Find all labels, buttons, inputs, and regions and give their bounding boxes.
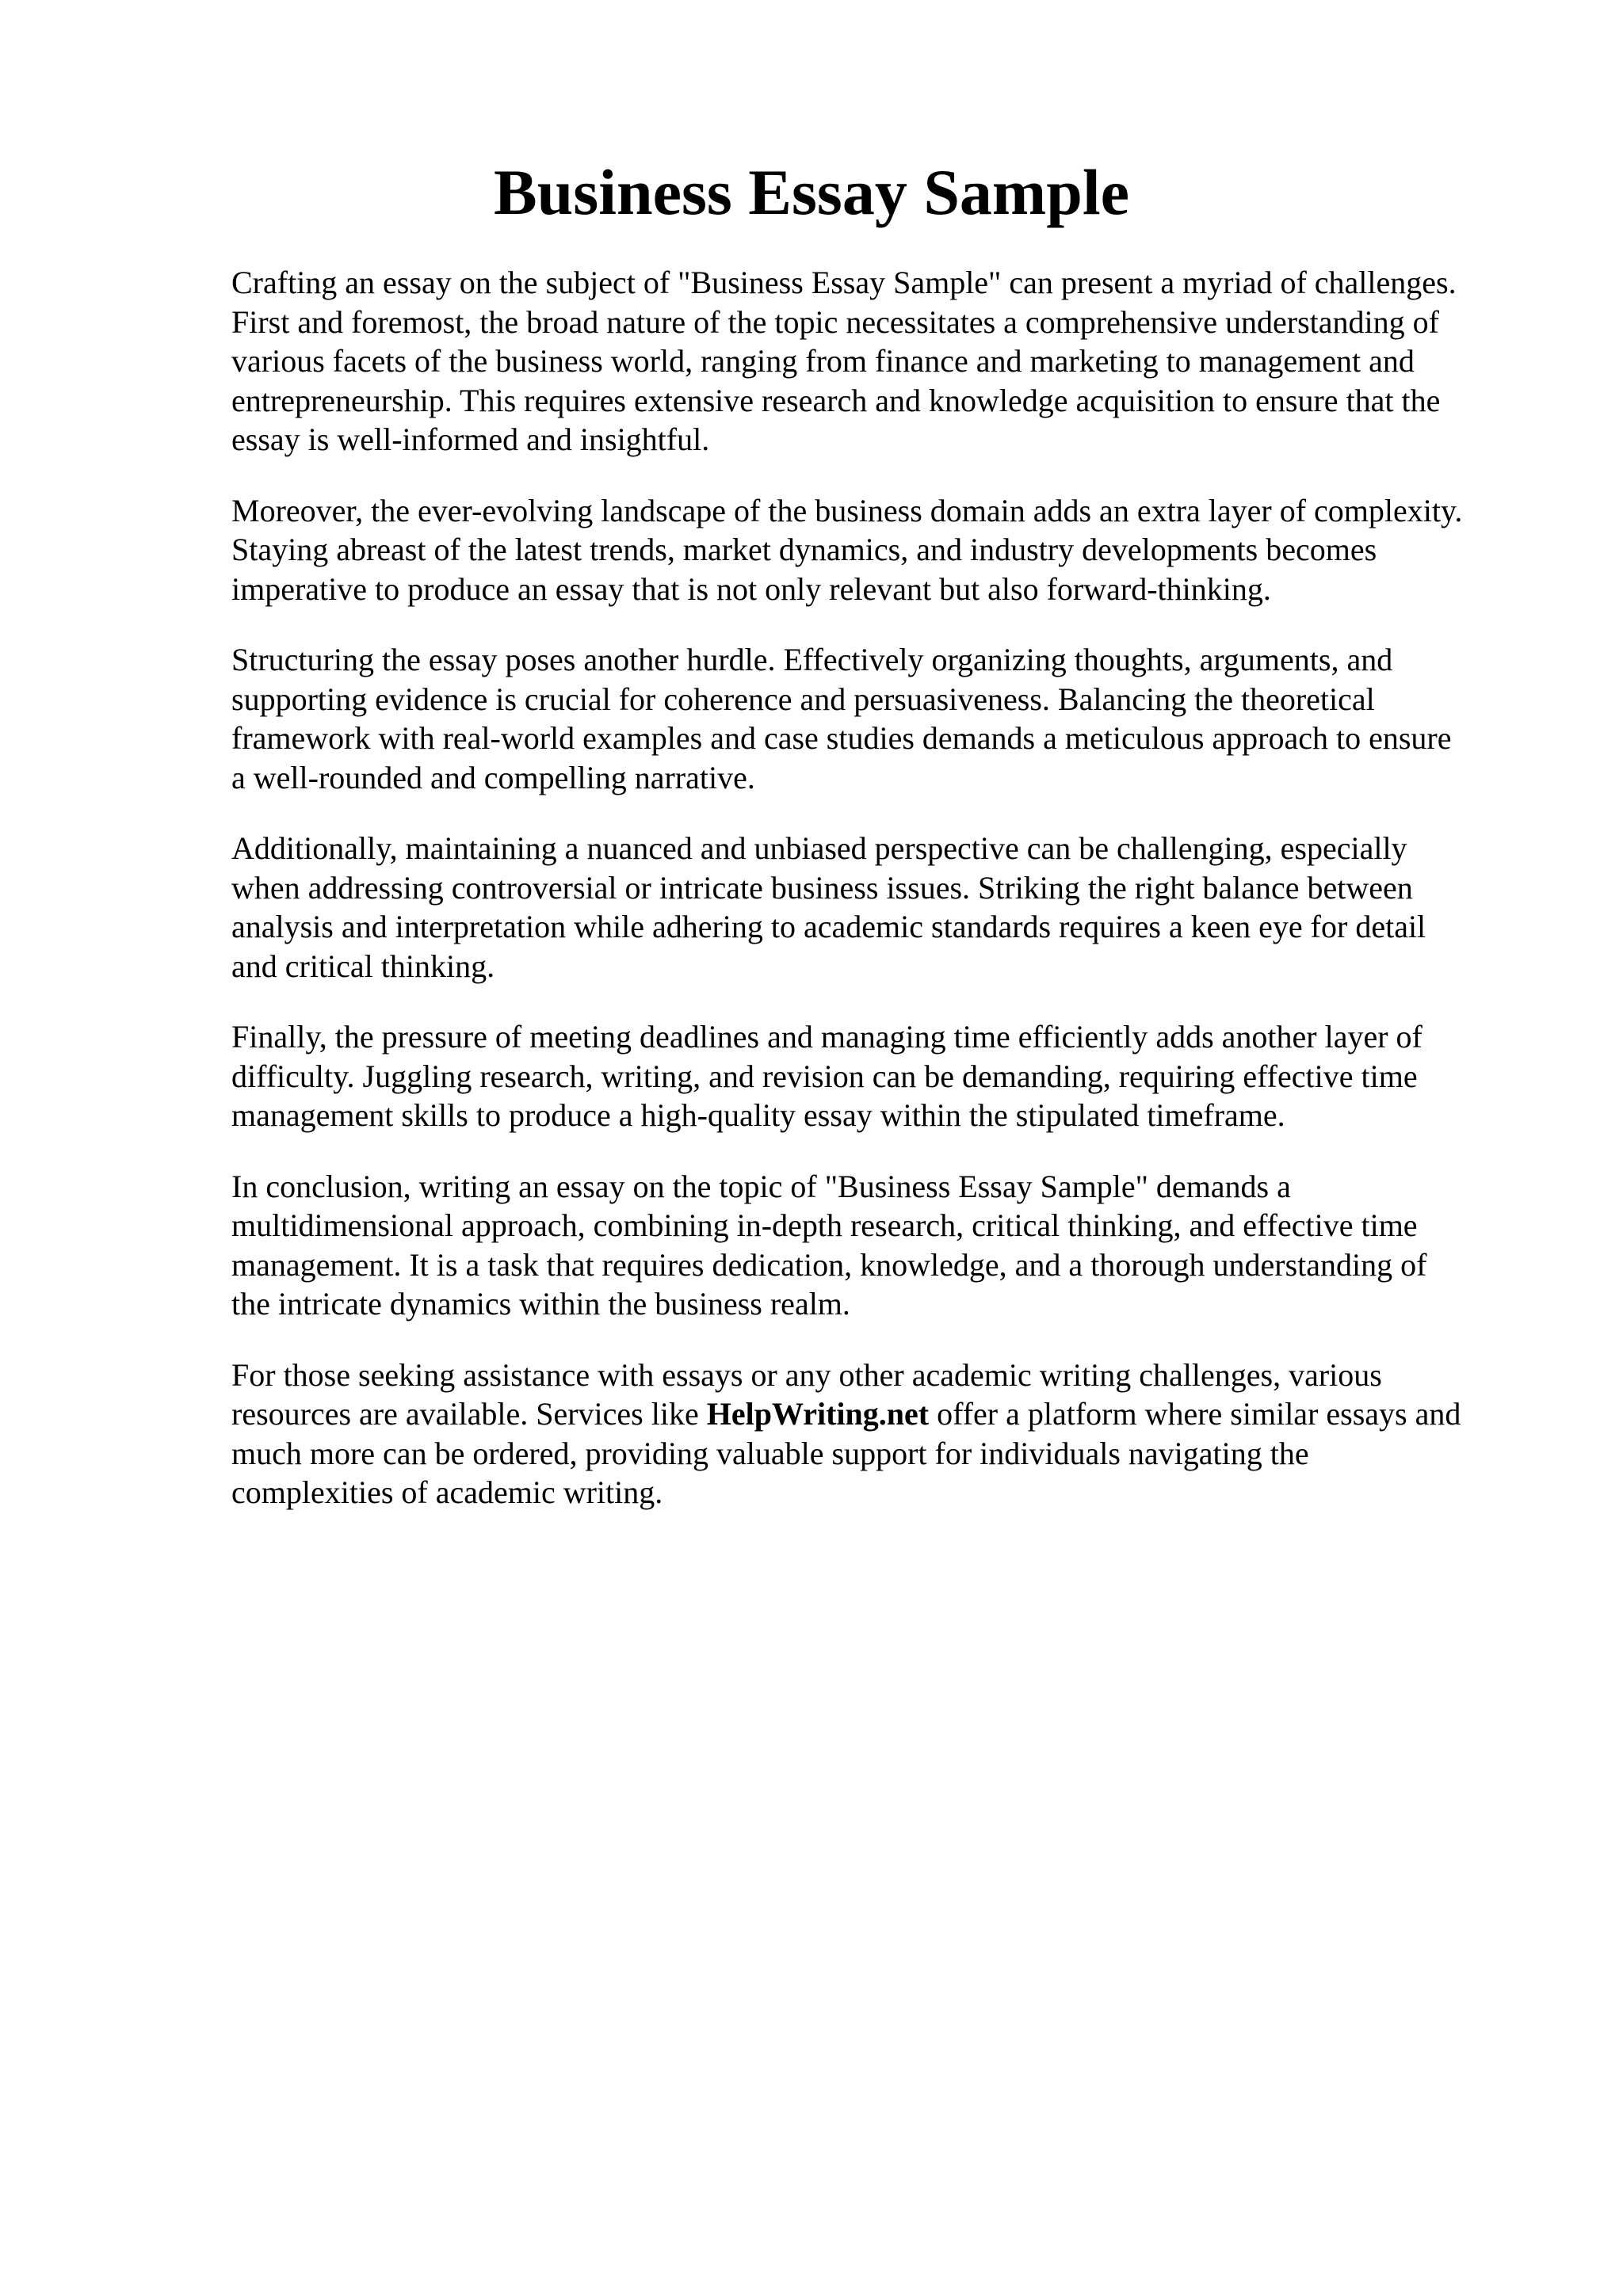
paragraph-line: when addressing controversial or intricate business issues. Striking the right balance between: [231, 869, 1413, 906]
paragraph-line: Crafting an essay on the subject of "Business Essay Sample" can present a myriad of challenges.: [231, 265, 1457, 300]
page-title: Business Essay Sample: [493, 156, 1130, 228]
paragraph-line: supporting evidence is crucial for coherence and persuasiveness. Balancing the theoretical: [231, 681, 1375, 717]
paragraph-line: [231, 1394, 1539, 1434]
paragraph-line: Finally, the pressure of meeting deadlines and managing time efficiently adds another layer of: [231, 1019, 1423, 1055]
paragraph-1: [231, 263, 1539, 460]
paragraph-line: Staying abreast of the latest trends, market dynamics, and industry developments becomes: [231, 532, 1377, 567]
helpwriting-link[interactable]: HelpWriting.net: [706, 1396, 930, 1432]
paragraph-line: the intricate dynamics within the business realm.: [231, 1286, 850, 1322]
paragraph-line: complexities of academic writing.: [231, 1474, 663, 1510]
paragraph-line: In conclusion, writing an essay on the topic of "Business Essay Sample" demands a: [231, 1168, 1291, 1204]
paragraph-line: and critical thinking.: [231, 948, 495, 984]
paragraph-line: much more can be ordered, providing valuable support for individuals navigating the: [231, 1435, 1309, 1471]
paragraph-line: Additionally, maintaining a nuanced and unbiased perspective can be challenging, especially: [231, 830, 1407, 866]
paragraph-line: a well-rounded and compelling narrative.: [231, 759, 755, 795]
paragraph-line: imperative to produce an essay that is not only relevant but also forward-thinking.: [231, 570, 1271, 607]
paragraph-line: entrepreneurship. This requires extensive research and knowledge acquisition to ensure that the: [231, 382, 1441, 418]
paragraph-line: management skills to produce a high-quality essay within the stipulated timeframe.: [231, 1097, 1285, 1133]
essay-body: [231, 263, 1539, 1544]
paragraph-line: essay is well-informed and insightful.: [231, 421, 710, 457]
paragraph-line: Structuring the essay poses another hurdle. Effectively organizing thoughts, arguments, and: [231, 642, 1393, 677]
paragraph-line: multidimensional approach, combining in-depth research, critical thinking, and effective time: [231, 1207, 1418, 1243]
line-text: resources are available. Services like: [231, 1396, 707, 1432]
paragraph-line: analysis and interpretation while adhering to academic standards requires a keen eye for detail: [231, 909, 1426, 944]
paragraph-line: First and foremost, the broad nature of the topic necessitates a comprehensive understanding of: [231, 303, 1439, 340]
paragraph-line: difficulty. Juggling research, writing, and revision can be demanding, requiring effective time: [231, 1058, 1418, 1094]
line-text: offer a platform where similar essays and: [929, 1396, 1461, 1432]
paragraph-4: [231, 829, 1539, 986]
paragraph-6: [231, 1167, 1539, 1324]
paragraph-line: management. It is a task that requires dedication, knowledge, and a thorough understanding of: [231, 1246, 1427, 1283]
paragraph-line: various facets of the business world, ranging from finance and marketing to management and: [231, 343, 1415, 379]
paragraph-5: [231, 1017, 1539, 1135]
paragraph-2: [231, 491, 1539, 609]
paragraph-line: framework with real-world examples and case studies demands a meticulous approach to ensure: [231, 720, 1452, 756]
paragraph-line: Moreover, the ever-evolving landscape of the business domain adds an extra layer of complexity.: [231, 492, 1463, 528]
paragraph-line: For those seeking assistance with essays or any other academic writing challenges, various: [231, 1356, 1382, 1393]
paragraph-7: [231, 1356, 1539, 1512]
paragraph-3: [231, 640, 1539, 797]
